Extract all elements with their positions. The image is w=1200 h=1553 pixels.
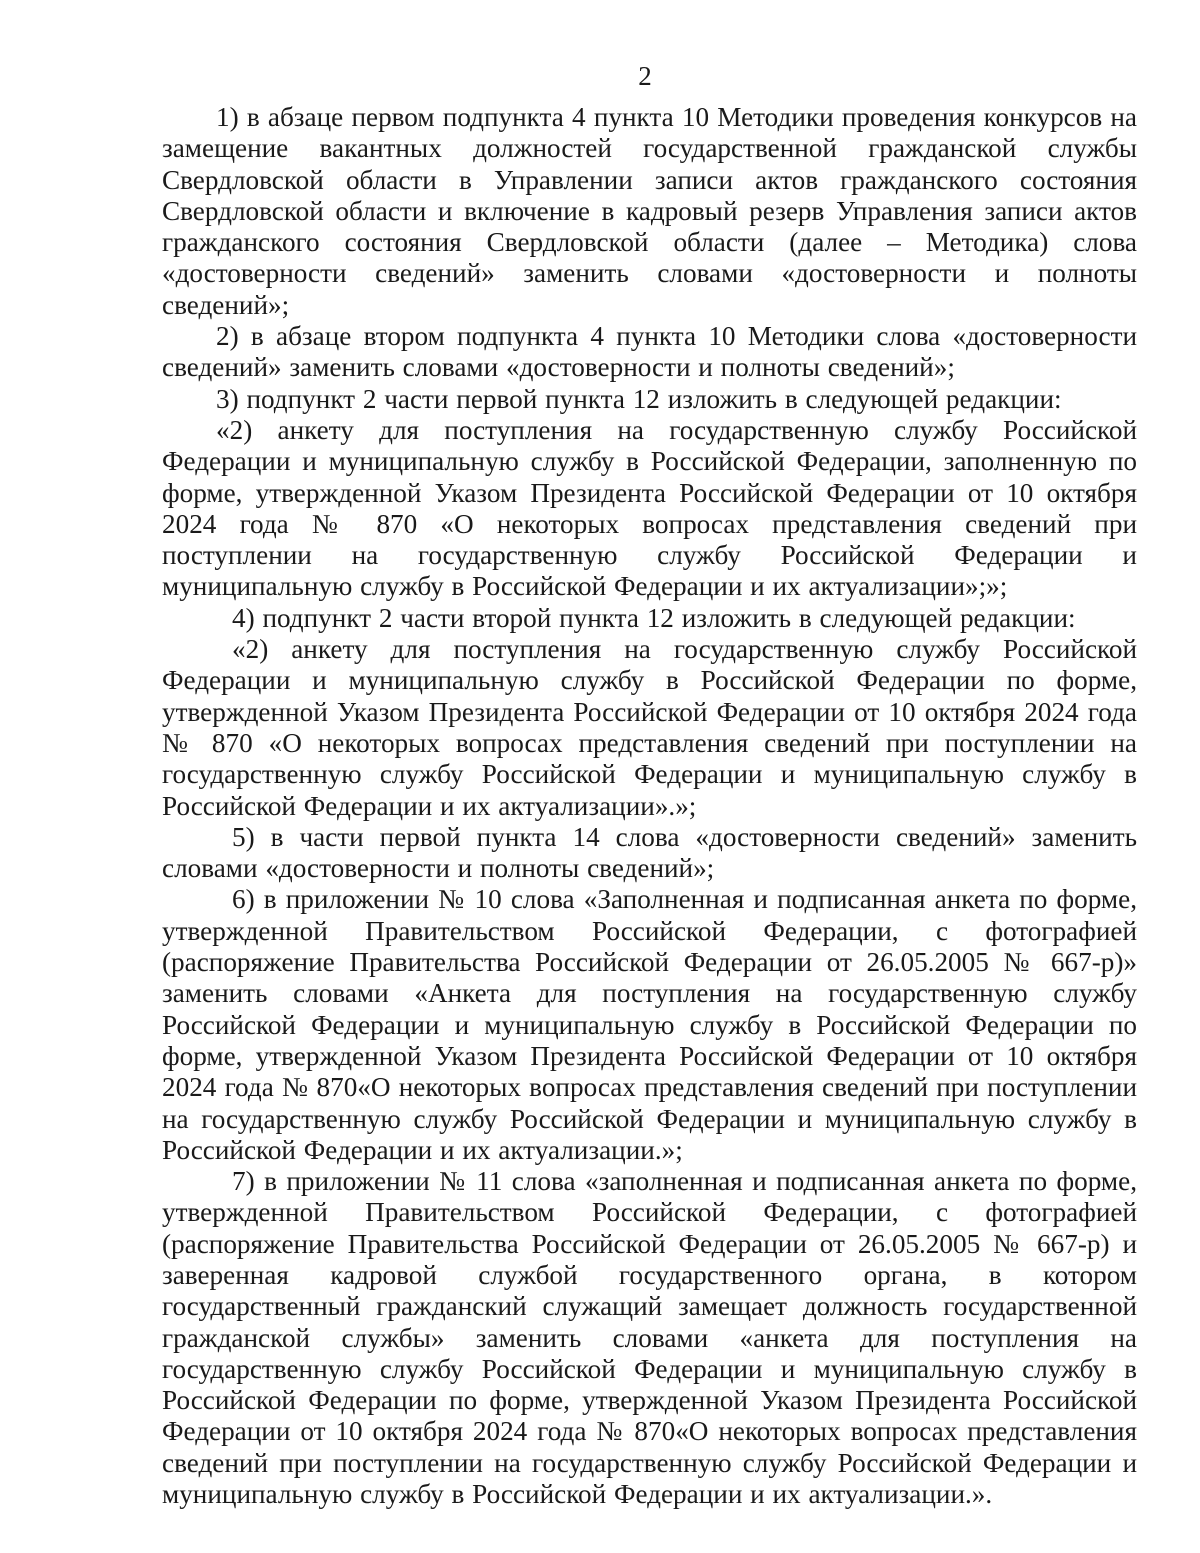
paragraph-item-7: 7) в приложении № 11 слова «заполненная и подписанная анкета по форме, утвержденной Правительством Российской Федерации, с фотографией (распоряжение Правительства Российской Федерации от 26.05.2005 № 667-р) и заверенная кадровой службой государственного органа, в котором государственный гражданский служащий замещает должность государственной гражданской службы» заменить словами «анкета для поступления на государственную службу Российской Федерации и муниципальную службу в Российской Федерации по форме, утвержденной Указом Президента Российской Федерации от 10 октября 2024 года № 870«О некоторых вопросах представления сведений при поступлении на государственную службу Российской Федерации и муниципальную службу в Российской Федерации и их актуализации.». — [162, 1166, 1137, 1510]
paragraph-item-3: 3) подпункт 2 части первой пункта 12 изложить в следующей редакции: — [216, 383, 1062, 414]
paragraph-item-4-quote: «2) анкету для поступления на государственную службу Российской Федерации и муниципальную службу в Российской Федерации по форме, утвержденной Указом Президента Российской Федерации от 10 октября 2024 года № 870 «О некоторых вопросах представления сведений при поступлении на государственную службу Российской Федерации и муниципальную службу в Российской Федерации и их актуализации».»; — [162, 634, 1137, 821]
paragraph-item-4: 4) подпункт 2 части второй пункта 12 изложить в следующей редакции: — [232, 602, 1076, 633]
paragraph-item-1: 1) в абзаце первом подпункта 4 пункта 10 Методики проведения конкурсов на замещение вакантных должностей государственной гражданской службы Свердловской области в Управлении записи актов гражданского состояния Свердловской области и включение в кадровый резерв Управления записи актов гражданского состояния Свердловской области (далее – Методика) слова «достоверности сведений» заменить словами «достоверности и полноты сведений»; — [162, 102, 1137, 320]
page-number: 2 — [638, 61, 652, 91]
paragraph-item-2: 2) в абзаце втором подпункта 4 пункта 10 Методики слова «достоверности сведений» заменить словами «достоверности и полноты сведений»; — [162, 321, 1137, 383]
paragraph-item-5: 5) в части первой пункта 14 слова «достоверности сведений» заменить словами «достоверности и полноты сведений»; — [162, 821, 1137, 884]
paragraph-item-6: 6) в приложении № 10 слова «Заполненная и подписанная анкета по форме, утвержденной Правительством Российской Федерации, с фотографией (распоряжение Правительства Российской Федерации от 26.05.2005 № 667-р)» заменить словами «Анкета для поступления на государственную службу Российской Федерации и муниципальную службу в Российской Федерации по форме, утвержденной Указом Президента Российской Федерации от 10 октября 2024 года № 870«О некоторых вопросах представления сведений при поступлении на государственную службу Российской Федерации и муниципальную службу в Российской Федерации и их актуализации.»; — [162, 884, 1137, 1165]
paragraph-item-3-quote: «2) анкету для поступления на государственную службу Российской Федерации и муниципальную службу в Российской Федерации, заполненную по форме, утвержденной Указом Президента Российской Федерации от 10 октября 2024 года № 870 «О некоторых вопросах представления сведений при поступлении на государственную службу Российской Федерации и муниципальную службу в Российской Федерации и их актуализации»;»; — [162, 414, 1137, 602]
document-body — [162, 102, 1137, 1510]
